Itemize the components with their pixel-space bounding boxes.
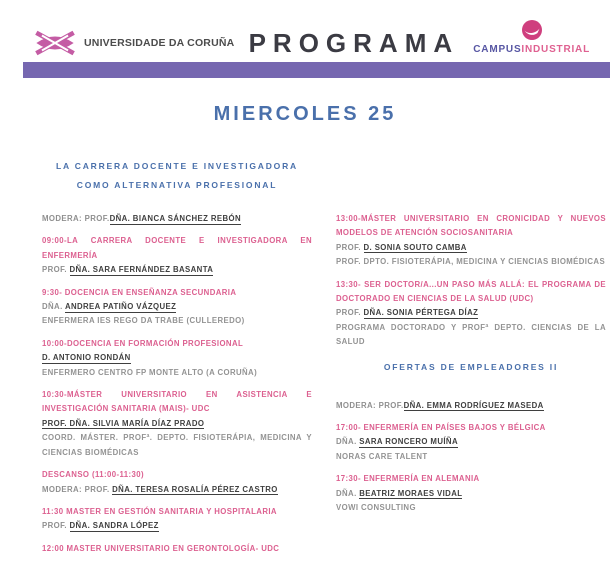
header bbox=[0, 0, 610, 62]
page-title: PROGRAMA bbox=[248, 28, 460, 58]
schedule-block bbox=[42, 286, 312, 329]
speaker-line bbox=[42, 483, 312, 497]
right-column bbox=[336, 157, 606, 564]
speaker-line bbox=[336, 487, 606, 501]
speaker-line bbox=[42, 263, 312, 277]
person-name-link[interactable]: D. SONIA SOUTO CAMBA bbox=[363, 242, 467, 252]
speaker-line bbox=[42, 417, 312, 431]
speaker-line bbox=[336, 306, 606, 320]
role-label: DÑA. bbox=[336, 437, 360, 447]
schedule-block bbox=[42, 505, 312, 534]
person-name-link[interactable]: DÑA. SONIA PÉRTEGA DÍAZ bbox=[363, 308, 479, 318]
session-title bbox=[42, 542, 312, 556]
udc-logo bbox=[33, 29, 234, 57]
session-title-text: 17:30- ENFERMERÍA EN ALEMANIA bbox=[336, 474, 480, 484]
affiliation-line bbox=[42, 366, 312, 380]
udc-logo-text: UNIVERSIDADE DA CORUÑA bbox=[84, 37, 235, 49]
role-label: PROF. bbox=[336, 308, 364, 318]
detail-text: ENFERMERO CENTRO FP MONTE ALTO (A CORUÑA) bbox=[42, 367, 258, 377]
speaker-line bbox=[336, 435, 606, 449]
person-name-link[interactable]: ANDREA PATIÑO VÁZQUEZ bbox=[64, 302, 177, 312]
schedule-block bbox=[42, 468, 312, 497]
udc-logo-icon bbox=[33, 29, 77, 57]
day-title: MIERCOLES 25 bbox=[213, 103, 397, 125]
affiliation-line bbox=[42, 314, 312, 328]
person-name-link[interactable]: DÑA. EMMA RODRÍGUEZ MASEDA bbox=[403, 400, 544, 410]
role-label: DÑA. bbox=[42, 302, 65, 312]
schedule-block bbox=[42, 542, 312, 556]
speaker-line bbox=[42, 351, 312, 365]
role-label: MODERA: PROF. bbox=[42, 214, 110, 223]
person-name-link[interactable]: D. ANTONIO RONDÁN bbox=[42, 353, 131, 363]
person-name-link[interactable]: DÑA. SANDRA LÓPEZ bbox=[69, 521, 159, 531]
detail-text: PROF. DPTO. FISIOTERÁPIA, MEDICINA Y CIENCIAS BIOMÉDICAS bbox=[336, 257, 606, 267]
speaker-line bbox=[42, 519, 312, 533]
session-title-text: DESCANSO (11:00-11:30) bbox=[42, 470, 144, 480]
session-title-text: 11:30 MASTER EN GESTIÓN SANITARIA Y HOSPITALARIA bbox=[42, 506, 277, 516]
schedule-columns bbox=[42, 157, 606, 564]
session-title-text: 09:00-LA CARRERA DOCENTE E INVESTIGADORA EN ENFERMERÍA bbox=[42, 236, 312, 260]
schedule-block bbox=[42, 234, 312, 277]
role-label: DÑA. bbox=[336, 488, 360, 498]
schedule-block bbox=[336, 212, 606, 270]
detail-text: ENFERMERA IES REGO DA TRABE (CULLEREDO) bbox=[42, 316, 245, 326]
section-heading-line: COMO ALTERNATIVA PROFESIONAL bbox=[76, 180, 278, 190]
person-name-link[interactable]: SARA RONCERO MUÍÑA bbox=[359, 437, 458, 447]
campus-industrial-logo bbox=[473, 19, 590, 57]
detail-text: PROGRAMA DOCTORADO Y PROFª DEPTO. CIENCIAS DE LA SALUD bbox=[336, 322, 606, 347]
detail-text: COORD. MÁSTER. PROFª. DEPTO. FISIOTERÁPIA, MEDICINA Y CIENCIAS BIOMÉDICAS bbox=[42, 433, 312, 457]
speaker-line bbox=[336, 399, 606, 413]
schedule-block bbox=[42, 212, 312, 226]
role-label: PROF. bbox=[42, 521, 70, 531]
session-title-text: 12:00 MASTER UNIVERSITARIO EN GERONTOLOGÍA- UDC bbox=[42, 543, 280, 553]
schedule-block bbox=[336, 399, 606, 413]
affiliation-line bbox=[336, 321, 606, 350]
section-heading bbox=[336, 358, 606, 377]
section-heading-line: LA CARRERA DOCENTE E INVESTIGADORA bbox=[56, 161, 298, 171]
schedule-block bbox=[336, 472, 606, 515]
detail-text: VOWI CONSULTING bbox=[336, 503, 416, 513]
session-title bbox=[336, 421, 606, 435]
session-title bbox=[336, 472, 606, 486]
divider-bar bbox=[23, 62, 610, 78]
session-title bbox=[336, 212, 606, 241]
role-label: PROF. bbox=[336, 242, 364, 252]
detail-text: NORAS CARE TALENT bbox=[336, 451, 428, 461]
section-heading bbox=[42, 157, 312, 195]
session-title-text: 17:00- ENFERMERÍA EN PAÍSES BAJOS Y BÉLGICA bbox=[336, 423, 546, 433]
section-heading-line: OFERTAS DE EMPLEADORES II bbox=[383, 361, 559, 372]
session-title bbox=[42, 286, 312, 300]
person-name-link[interactable]: PROF. DÑA. SILVIA MARÍA DÍAZ PRADO bbox=[42, 418, 205, 428]
session-title bbox=[42, 337, 312, 351]
session-title-text: 13:00-MÁSTER UNIVERSITARIO EN CRONICIDAD Y NUEVOS MODELOS DE ATENCIÓN SOCIOSANITARIA bbox=[336, 214, 606, 238]
affiliation-line bbox=[336, 450, 606, 464]
session-title bbox=[42, 388, 312, 417]
session-title-text: 9:30- DOCENCIA EN ENSEÑANZA SECUNDARIA bbox=[42, 287, 237, 297]
speaker-line bbox=[336, 241, 606, 255]
person-name-link[interactable]: DÑA. BIANCA SÁNCHEZ REBÓN bbox=[109, 214, 242, 223]
session-title-text: 10:00-DOCENCIA EN FORMACIÓN PROFESIONAL bbox=[42, 338, 244, 348]
campus-logo-text: CAMPUSINDUSTRIAL bbox=[473, 44, 590, 55]
person-name-link[interactable]: BEATRIZ MORAES VIDAL bbox=[359, 488, 463, 498]
speaker-line bbox=[42, 212, 312, 226]
affiliation-line bbox=[336, 255, 606, 269]
affiliation-line bbox=[42, 431, 312, 460]
session-title-text: 13:30- SER DOCTOR/A...UN PASO MÁS ALLÁ: EL PROGRAMA DE DOCTORADO EN CIENCIAS DE LA SALUD (UDC) bbox=[336, 279, 606, 304]
schedule-block bbox=[42, 388, 312, 460]
schedule-block bbox=[336, 278, 606, 350]
schedule-block bbox=[42, 337, 312, 380]
session-title-text: 10:30-MÁSTER UNIVERSITARIO EN ASISTENCIA E INVESTIGACIÓN SANITARIA (MAIS)- UDC bbox=[42, 390, 312, 414]
session-title bbox=[42, 505, 312, 519]
role-label: MODERA: PROF. bbox=[336, 400, 404, 410]
person-name-link[interactable]: DÑA. SARA FERNÁNDEZ BASANTA bbox=[69, 265, 214, 275]
person-name-link[interactable]: DÑA. TERESA ROSALÍA PÉREZ CASTRO bbox=[112, 484, 278, 494]
role-label: MODERA: PROF. bbox=[42, 484, 113, 494]
role-label: PROF. bbox=[42, 265, 70, 275]
campus-logo-icon bbox=[521, 19, 543, 41]
affiliation-line bbox=[336, 501, 606, 515]
session-title bbox=[336, 278, 606, 307]
session-title bbox=[42, 468, 312, 482]
schedule-block bbox=[336, 421, 606, 464]
speaker-line bbox=[42, 300, 312, 314]
left-column bbox=[42, 157, 312, 564]
session-title bbox=[42, 234, 312, 263]
